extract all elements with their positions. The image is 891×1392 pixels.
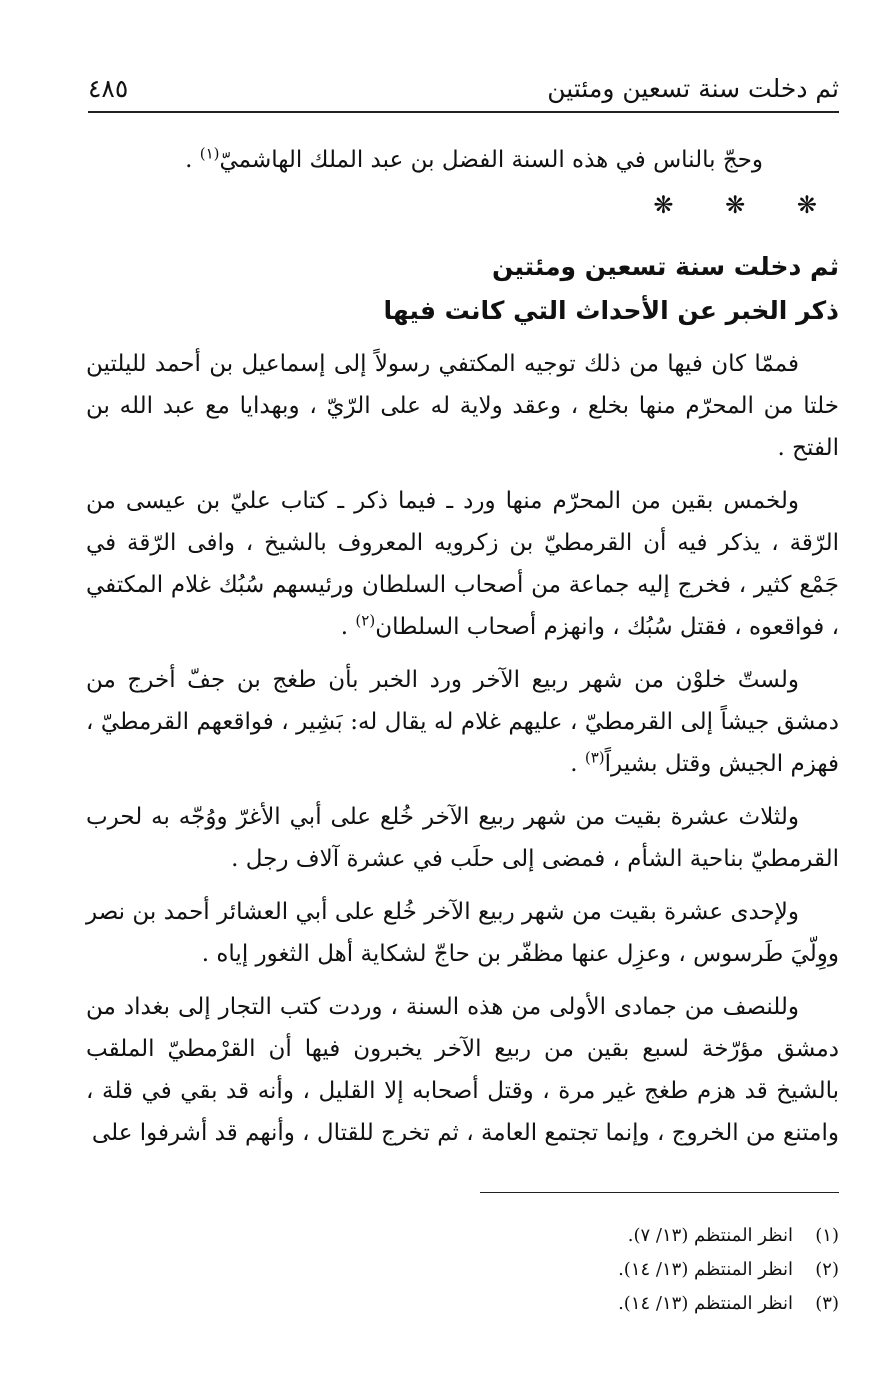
footnote	[86, 1287, 839, 1321]
paragraph-text: ولثلاث عشرة بقيت من شهر ربيع الآخر خُلع على أبي الأغرّ ووُجّه به لحرب القرمطيّ بناحية الشأم ، فمضى إلى حلَب في عشرة آلاف رجل .	[86, 804, 839, 872]
running-title: ثم دخلت سنة تسعين ومئتين	[547, 74, 839, 103]
section-subtitle: ذكر الخبر عن الأحداث التي كانت فيها	[383, 296, 839, 325]
paragraph-end: .	[340, 614, 356, 640]
header-rule	[88, 111, 839, 113]
section-separator: ❋ ❋ ❋	[653, 191, 839, 219]
paragraph	[86, 986, 839, 1154]
opening-line-text: وحجّ بالناس في هذه السنة الفضل بن عبد الملك الهاشميّ	[219, 147, 763, 173]
opening-line-end: .	[185, 147, 200, 173]
section-title: ثم دخلت سنة تسعين ومئتين	[491, 252, 839, 281]
footnote-text: انظر المنتظم (١٣/ ٧).	[627, 1225, 793, 1246]
footnote-ref: (٢)	[355, 611, 376, 630]
footnotes	[86, 1219, 839, 1321]
paragraph	[86, 480, 839, 648]
paragraph	[86, 796, 839, 880]
paragraph-text: ولستّ خلوْن من شهر ربيع الآخر ورد الخبر بأن طغج بن جفّ أخرج من دمشق جيشاً إلى القرمطيّ ، عليهم غلام له يقال له: بَشِير ، فواقعهم القرمطيّ ، فهزم الجيش وقتل بشيراً	[86, 667, 839, 777]
footnote-number: (٣)	[815, 1293, 839, 1314]
running-head	[88, 70, 839, 110]
paragraph	[86, 659, 839, 785]
footnote-number: (١)	[815, 1225, 839, 1246]
paragraph-text: فممّا كان فيها من ذلك توجيه المكتفي رسولاً إلى إسماعيل بن أحمد لليلتين خلتا من المحرّم منها بخلع ، وعقد ولاية له على الرّيّ ، وبهدايا مع عبد الله بن الفتح .	[86, 351, 839, 461]
paragraph	[86, 891, 839, 975]
footnote-text: انظر المنتظم (١٣/ ١٤).	[618, 1293, 793, 1314]
paragraph-text: ولإحدى عشرة بقيت من شهر ربيع الآخر خُلع على أبي العشائر أحمد بن نصر ووِلّيَ طَرسوس ، وعزِل عنها مظفّر بن حاجّ لشكاية أهل الثغور إياه .	[86, 899, 839, 967]
page-number: ٤٨٥	[88, 74, 129, 103]
paragraph	[86, 343, 839, 469]
footnote-rule	[480, 1192, 839, 1193]
main-text	[86, 139, 839, 1165]
footnote	[86, 1253, 839, 1287]
footnote	[86, 1219, 839, 1253]
footnote-number: (٢)	[815, 1259, 839, 1280]
footnote-text: انظر المنتظم (١٣/ ١٤).	[618, 1259, 793, 1280]
paragraph-text: وللنصف من جمادى الأولى من هذه السنة ، وردت كتب التجار إلى بغداد من دمشق مؤرّخة لسبع بقين من ربيع الآخر يخبرون فيها أن القرْمطيّ الملقب بالشيخ قد هزم طغج غير مرة ، وقتل أصحابه إلا القليل ، وأنه قد بقي في قلة ، وامتنع من الخروج ، وإنما تجتمع العامة ، ثم تخرج للقتال ، وأنهم قد أشرفوا على	[86, 994, 839, 1146]
opening-line	[86, 139, 839, 181]
paragraph-text: ولخمس بقين من المحرّم منها ورد ـ فيما ذكر ـ كتاب عليّ بن عيسى من الرّقة ، يذكر فيه أن القرمطيّ بن زكرويه المعروف بالشيخ ، وافى الرّقة في جَمْع كثير ، فخرج إليه جماعة من أصحاب السلطان ورئيسهم سُبُك غلام المكتفي ، فواقعوه ، فقتل سُبُك ، وانهزم أصحاب السلطان	[86, 488, 839, 640]
footnote-ref: (١)	[199, 144, 220, 163]
footnote-ref: (٣)	[584, 748, 605, 767]
paragraph-end: .	[570, 751, 585, 777]
